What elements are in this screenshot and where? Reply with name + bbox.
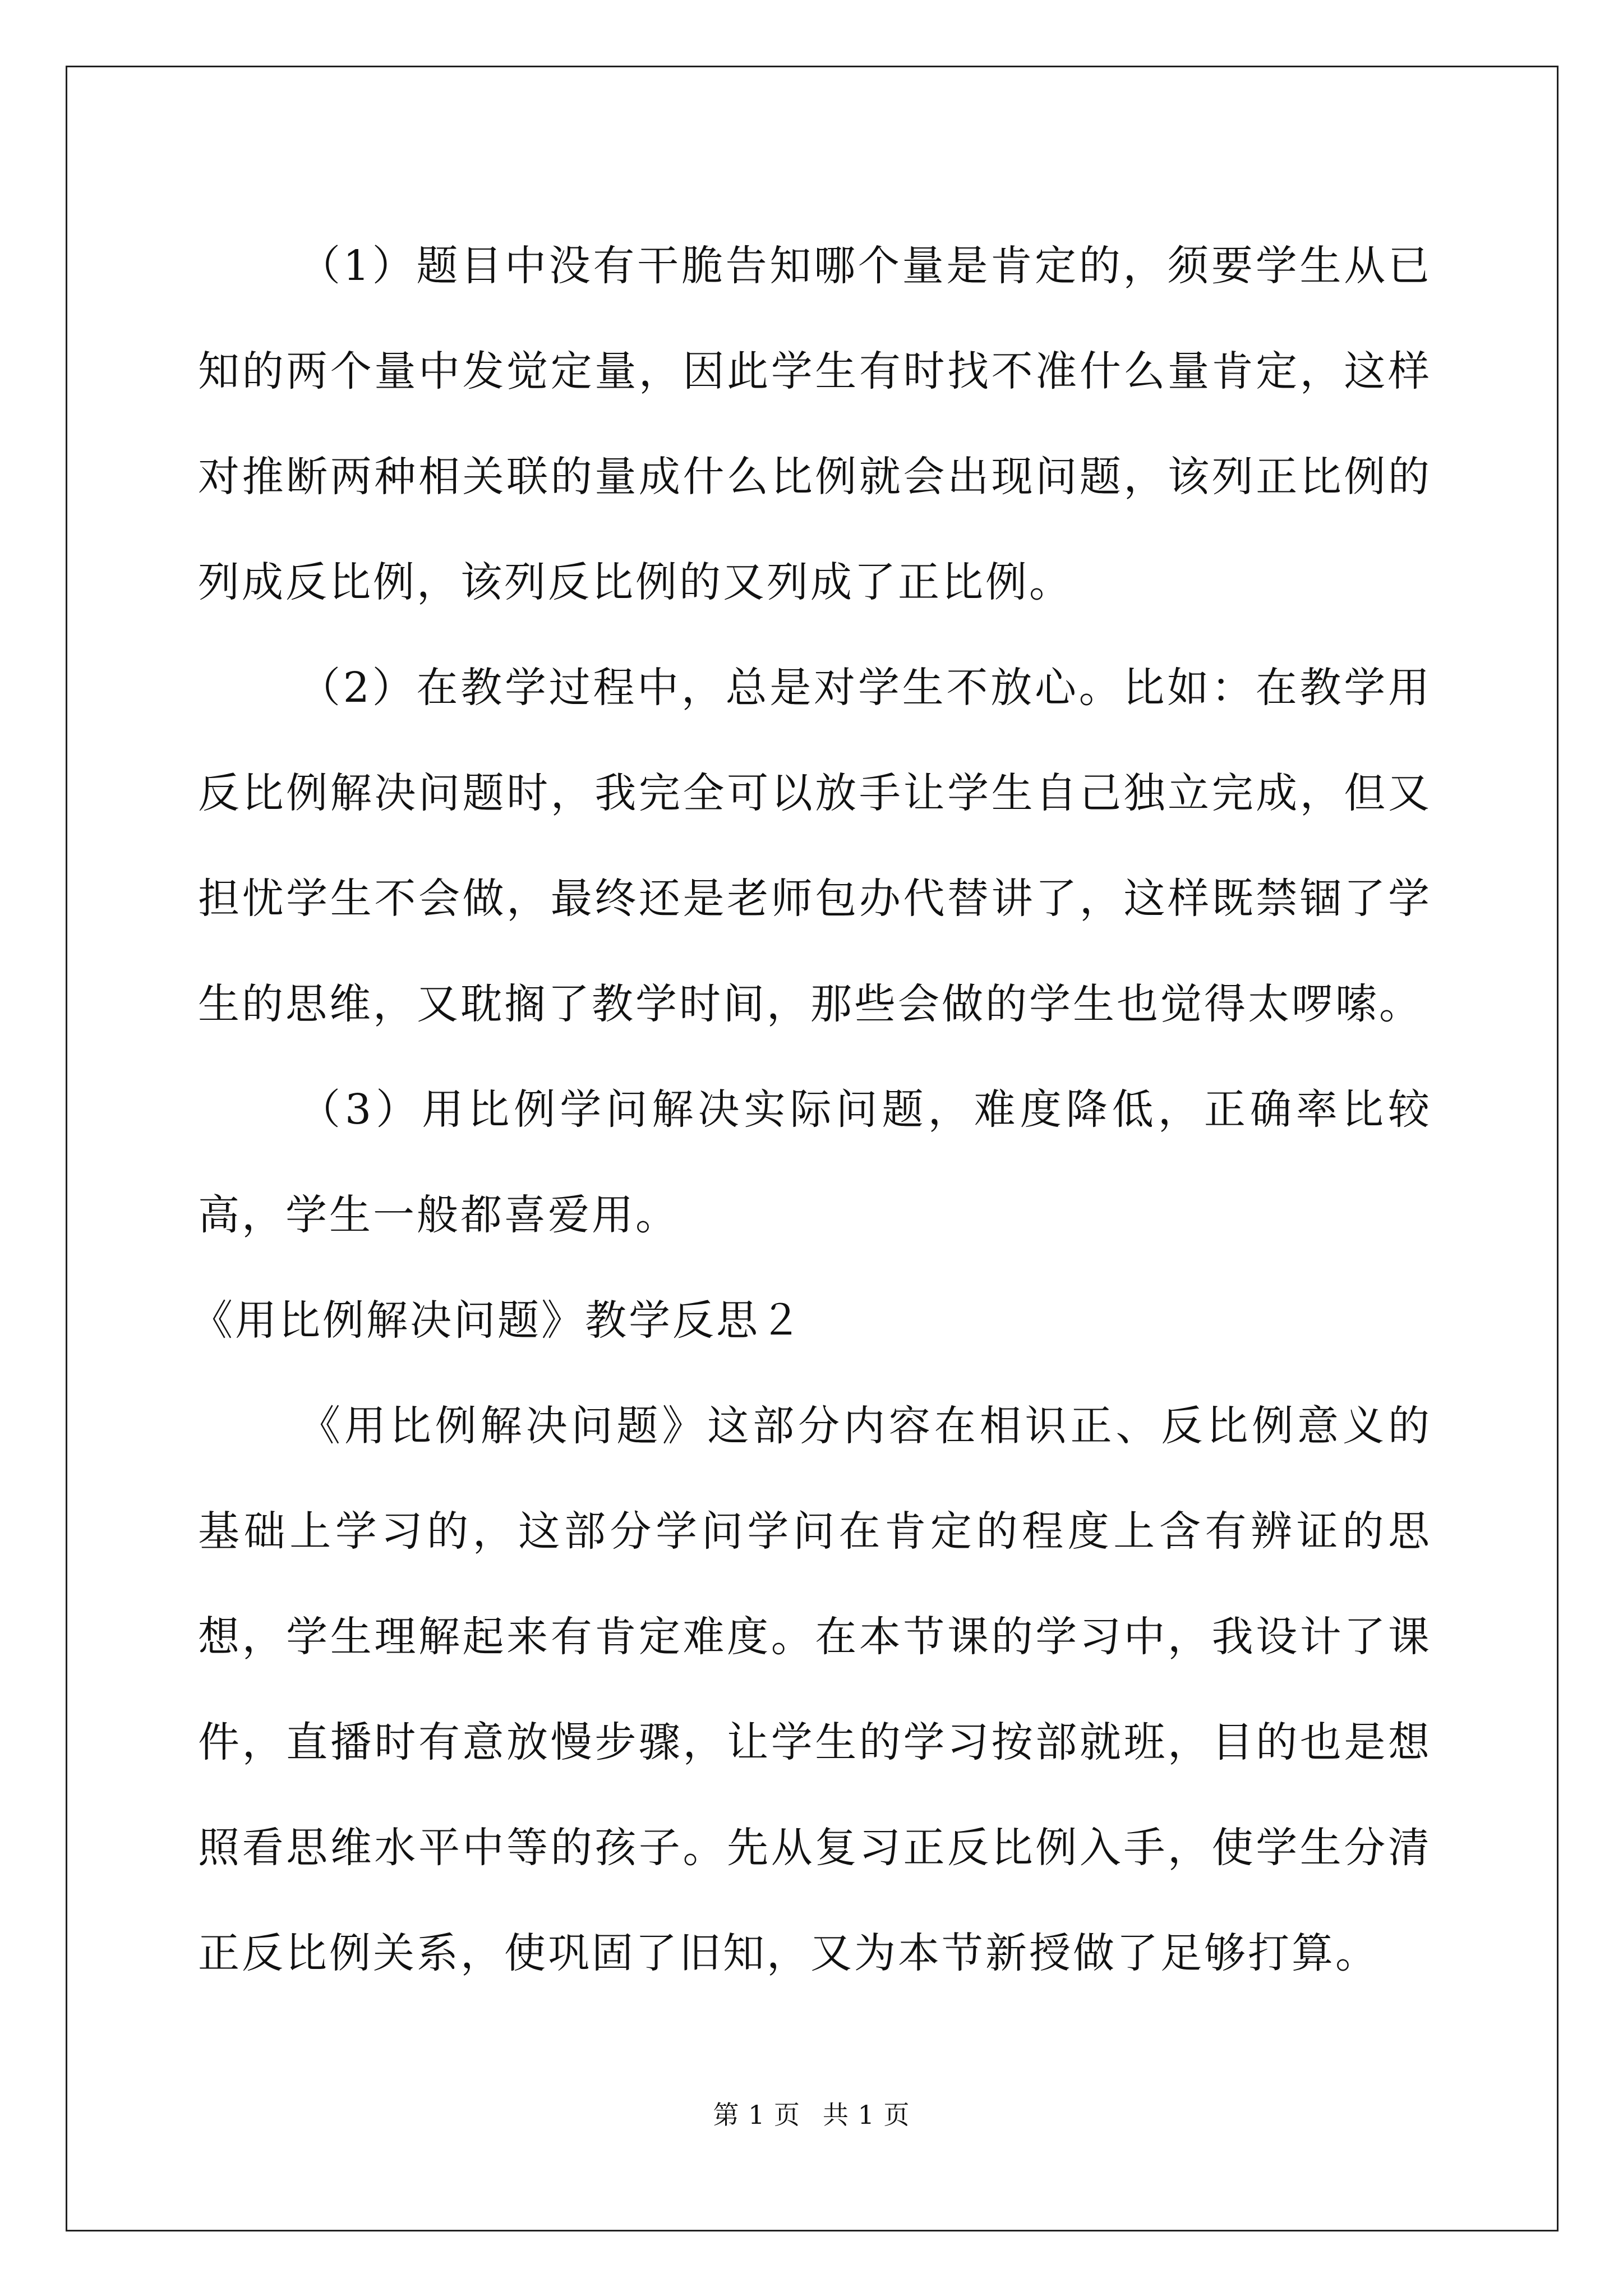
page-total: 共 1 页 xyxy=(823,2100,910,2130)
paragraph-3: （3）用比例学问解决实际问题，难度降低，正确率比较高，学生一般都喜爱用。 xyxy=(198,1085,1432,1239)
document-body xyxy=(191,213,1432,2006)
page-number: 第 1 页 xyxy=(713,2100,800,2130)
paragraph-1: （1）题目中没有干脆告知哪个量是肯定的，须要学生从已知的两个量中发觉定量，因此学生有时找不准什么量肯定，这样对推断两种相关联的量成什么比例就会出现问题，该列正比例的列成反比例，该列反比例的又列成了正比例。 xyxy=(198,242,1432,606)
section-heading: 《用比例解决问题》教学反思２ xyxy=(191,1296,804,1345)
paragraph-2: （2）在教学过程中，总是对学生不放心。比如：在教学用反比例解决问题时，我完全可以放手让学生自己独立完成，但又担忧学生不会做，最终还是老师包办代替讲了，这样既禁锢了学生的思维，又耽搁了教学时间，那些会做的学生也觉得太啰嗦。 xyxy=(198,664,1432,1028)
page-footer xyxy=(0,2098,1623,2132)
paragraph-4: 《用比例解决问题》这部分内容在相识正、反比例意义的基础上学习的，这部分学问学问在肯定的程度上含有辨证的思想，学生理解起来有肯定难度。在本节课的学习中，我设计了课件，直播时有意放慢步骤，让学生的学习按部就班，目的也是想照看思维水平中等的孩子。先从复习正反比例入手，使学生分清正反比例关系，使巩固了旧知，又为本节新授做了足够打算。 xyxy=(198,1402,1432,1977)
